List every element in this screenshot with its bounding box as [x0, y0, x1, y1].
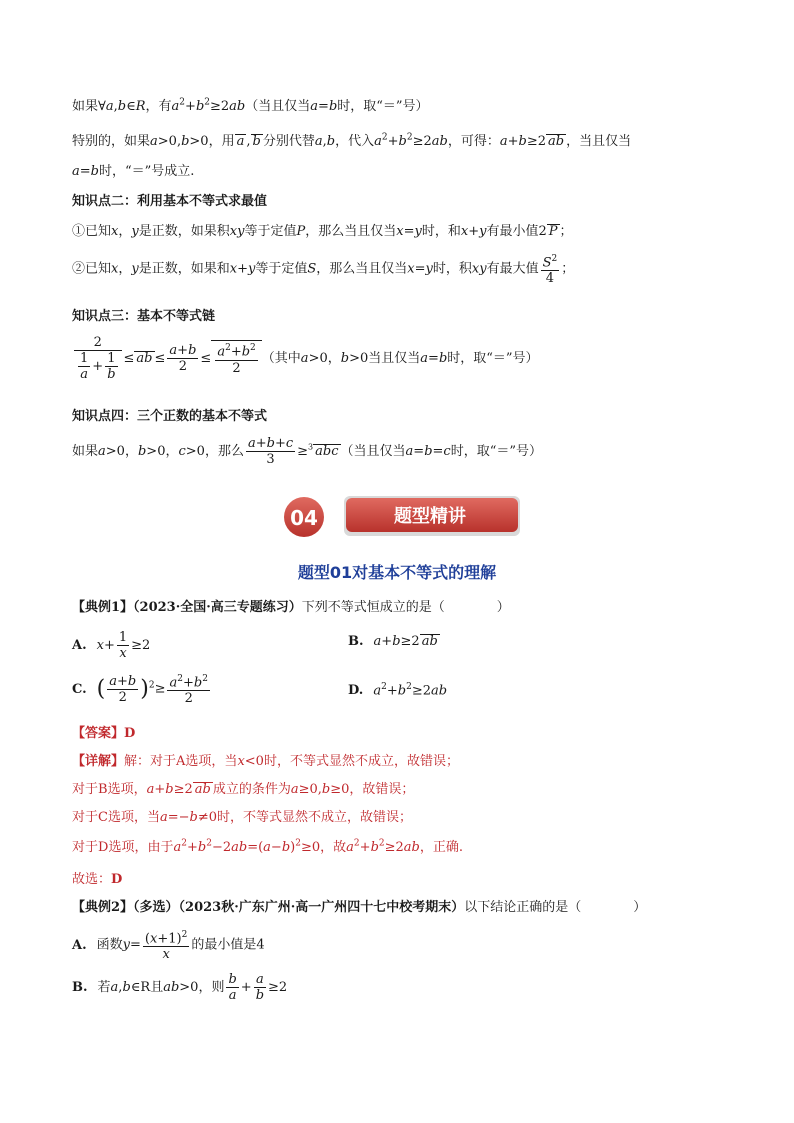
k2-item2: ②已知x，y是正数，如果和x+y等于定值S，那么当且仅当x=y时，积xy有最大值 $\frac{S^2}{4}$ ； — [72, 254, 575, 287]
ex1-detail-1: 【详解】解：对于A选项，当x<0时，不等式显然不成立，故错误； — [72, 754, 459, 769]
k1-line1: 如果∀a,b∈R，有$a^2+b^2\ge 2ab$（当且仅当a=b时，取“＝”号） — [72, 97, 429, 114]
k1-line3: a=b时，“＝”号成立. — [72, 164, 195, 179]
ex1-header: 【典例1】（2023·全国·高三专题练习）下列不等式恒成立的是（ ） — [72, 600, 510, 615]
k4-title: 知识点四：三个正数的基本不等式 — [72, 409, 268, 424]
ex1-option-b: B. a+b≥2 ab — [348, 634, 438, 649]
ex1-choose: 故选：D — [72, 872, 123, 887]
k2-item1: ①已知x，y是正数，如果积xy等于定值P，那么当且仅当x=y时，和x+y有最小值2 P ； — [72, 224, 573, 239]
k3-title: 知识点三：基本不等式链 — [72, 309, 216, 324]
k2-title: 知识点二：利用基本不等式求最值 — [72, 194, 268, 209]
ex1-option-a: A. x+ $\frac{1}{x}$ ≥2 — [72, 630, 151, 661]
ex1-option-d: D. $a^2+b^2\ge 2ab$ — [348, 682, 448, 699]
ex1-answer: 【答案】D — [72, 726, 136, 741]
k1-line2: 特别的，如果a>0,b>0，用 a , b 分别代替a,b，代入$a^2+b^2\ge 2ab$，可得：a+b≥2 ab ，当且仅当 — [72, 132, 632, 149]
section-title: 题型01对基本不等式的理解 — [297, 563, 497, 582]
banner-number: 04 — [290, 506, 318, 530]
ex1-option-c: C. ( $\frac{a+b}{2}$ )$^2$≥ $\frac{a^2+b^2}{2}$ — [72, 673, 208, 707]
banner-label: 题型精讲 — [394, 506, 466, 527]
ex1-detail-2: 对于B选项，a+b≥2 ab 成立的条件为a≥0,b≥0，故错误； — [72, 782, 415, 797]
k3-chain: 2 $\frac{1}{a}$ + $\frac{1}{b}$ ≤ ab ≤ $\frac{a+b}{2}$ ≤ $\frac{a^2+b^2}{2}$ （其中a>0，b>0当且仅当a=b时，取“＝”号） — [72, 335, 539, 382]
ex1-detail-3: 对于C选项，当a=−b≠0时，不等式显然不成立，故错误； — [72, 810, 413, 825]
ex2-option-a: A. 函数y= $\frac{(x+1)^2}{x}$ 的最小值是4 — [72, 930, 265, 963]
ex2-option-b: B. 若a,b∈R且ab>0，则 $\frac{b}{a}$ + $\frac{a}{b}$ ≥2 — [72, 972, 288, 1003]
ex2-header: 【典例2】（多选）（2023秋·广东广州·高一广州四十七中校考期末）以下结论正确的是（ ） — [72, 900, 647, 915]
k4-line: 如果a>0，b>0，c>0，那么 $\frac{a+b+c}{3}$ ≥$^3$ abc （当且仅当a=b=c时，取“＝”号） — [72, 436, 542, 467]
section-banner — [274, 494, 522, 540]
ex1-detail-4: 对于D选项，由于$a^2+b^2-2ab=(a-b)^2\ge 0$，故$a^2+b^2\ge 2ab$，正确. — [72, 838, 464, 855]
